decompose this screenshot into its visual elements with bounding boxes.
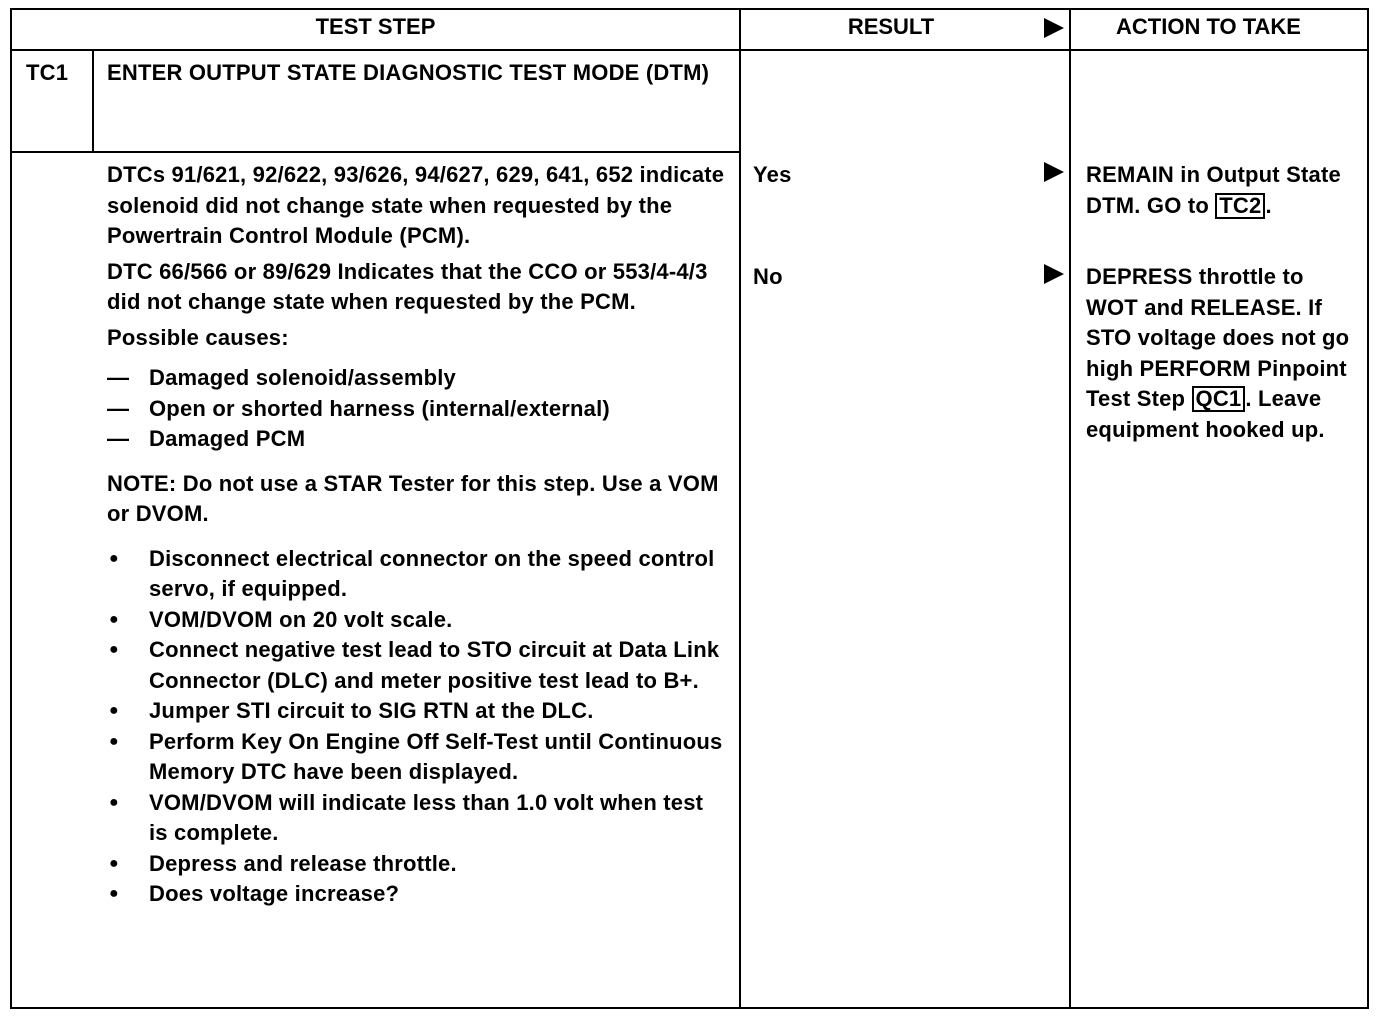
step-item: ● Jumper STI circuit to SIG RTN at the DLC. bbox=[107, 696, 727, 727]
step-title: ENTER OUTPUT STATE DIAGNOSTIC TEST MODE (DTM) bbox=[107, 60, 710, 85]
step-body bbox=[107, 160, 727, 910]
step-item: ● Perform Key On Engine Off Self-Test until Continuous Memory DTC have been displayed. bbox=[107, 727, 727, 788]
note: NOTE: Do not use a STAR Tester for this step. Use a VOM or DVOM. bbox=[107, 470, 719, 526]
goto-tc2-link[interactable]: TC2 bbox=[1215, 193, 1265, 219]
action-no: DEPRESS throttle to WOT and RELEASE. If STO voltage does not go high PERFORM Pinpoint Test Step QC1 . Leave equipment hooked up. bbox=[1086, 264, 1350, 442]
divider-action bbox=[1069, 8, 1071, 1009]
step-item: ● VOM/DVOM on 20 volt scale. bbox=[107, 605, 727, 636]
divider-title bbox=[10, 151, 740, 153]
causes-label: Possible causes: bbox=[107, 324, 289, 350]
header-action: ACTION TO TAKE bbox=[1116, 14, 1301, 39]
cause-item: — Open or shorted harness (internal/external) bbox=[107, 394, 727, 425]
goto-qc1-link[interactable]: QC1 bbox=[1192, 386, 1246, 412]
action-yes: REMAIN in Output State DTM. GO to TC2 . bbox=[1086, 162, 1341, 218]
border-header bbox=[10, 49, 1369, 51]
header-result: RESULT bbox=[847, 14, 935, 39]
dtc-paragraph-2: DTC 66/566 or 89/629 Indicates that the CCO or 553/4-4/3 did not change state when requested by the PCM. bbox=[107, 258, 708, 314]
cause-item: — Damaged PCM bbox=[107, 424, 727, 455]
result-yes: Yes bbox=[753, 162, 792, 187]
dtc-paragraph-1: DTCs 91/621, 92/622, 93/626, 94/627, 629, 641, 652 indicate solenoid did not change state when requested by the Powertrain Control Module (PCM). bbox=[107, 162, 725, 248]
step-item: ● Connect negative test lead to STO circuit at Data Link Connector (DLC) and meter positive test lead to B+. bbox=[107, 635, 727, 696]
arrow-icon bbox=[1044, 162, 1064, 182]
border-left bbox=[10, 8, 12, 1009]
step-item: ● Does voltage increase? bbox=[107, 879, 727, 910]
result-no: No bbox=[753, 264, 783, 289]
border-top bbox=[10, 8, 1369, 10]
arrow-icon bbox=[1044, 18, 1064, 38]
step-item: ● Disconnect electrical connector on the speed control servo, if equipped. bbox=[107, 544, 727, 605]
border-right bbox=[1367, 8, 1369, 1009]
step-item: ● VOM/DVOM will indicate less than 1.0 volt when test is complete. bbox=[107, 788, 727, 849]
border-bottom bbox=[10, 1007, 1369, 1009]
header-test-step: TEST STEP bbox=[315, 14, 436, 39]
cause-item: — Damaged solenoid/assembly bbox=[107, 363, 727, 394]
arrow-icon bbox=[1044, 264, 1064, 284]
step-id: TC1 bbox=[26, 60, 69, 85]
step-item: ● Depress and release throttle. bbox=[107, 849, 727, 880]
divider-stepid bbox=[92, 50, 94, 152]
divider-result bbox=[739, 8, 741, 1009]
